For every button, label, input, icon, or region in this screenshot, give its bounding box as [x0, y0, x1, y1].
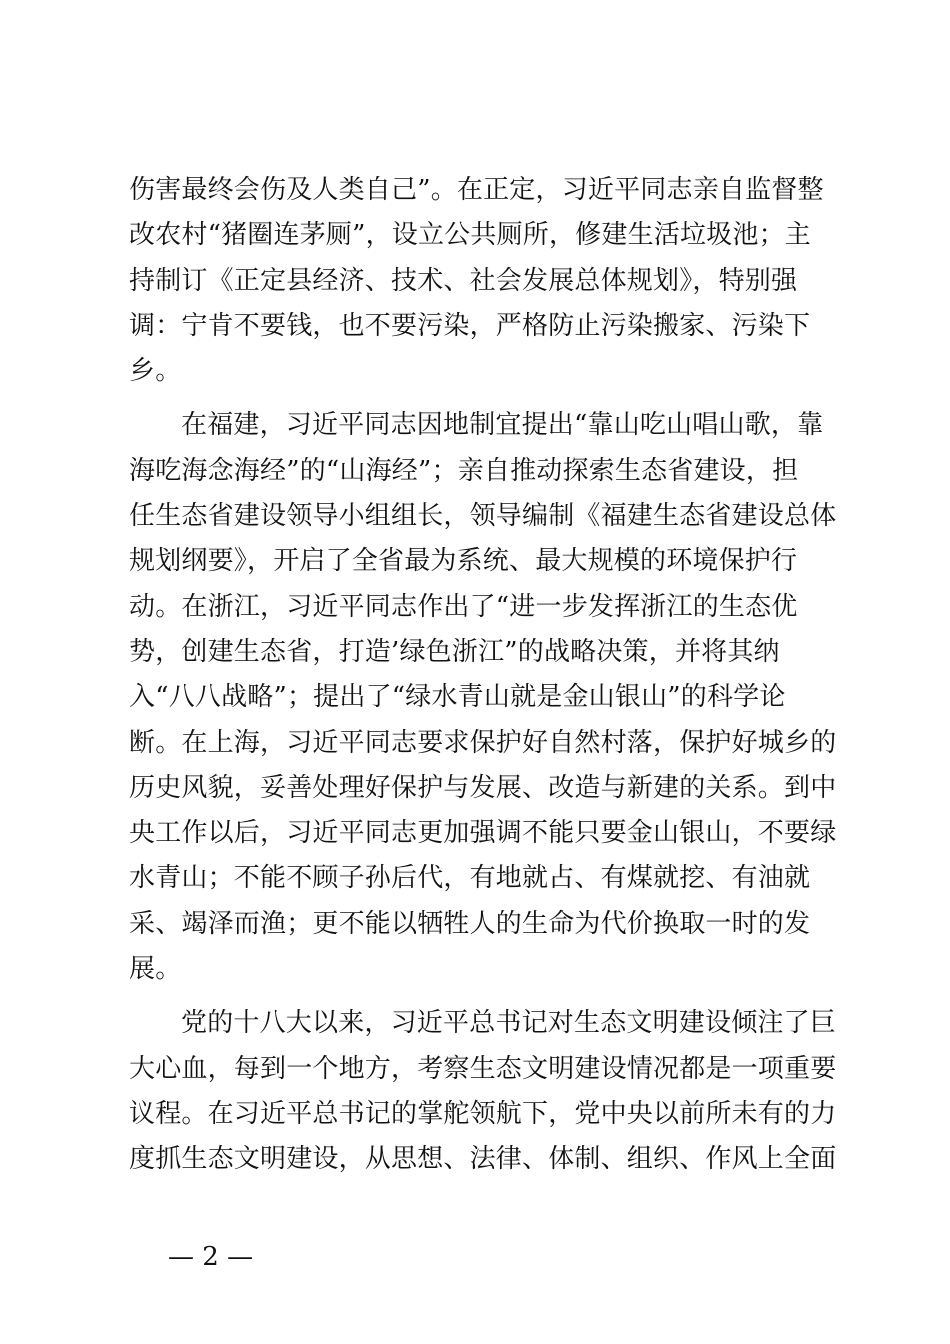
text-line: 度抓生态文明建设，从思想、法律、体制、组织、作风上全面 — [129, 1144, 837, 1175]
text-line: 动。在浙江，习近平同志作出了“进一步发挥浙江的生态优 — [129, 591, 798, 622]
text-line: 央工作以后，习近平同志更加强调不能只要金山银山，不要绿 — [129, 818, 837, 849]
text-line: 议程。在习近平总书记的掌舵领航下，党中央以前所未有的力 — [129, 1098, 837, 1129]
paragraph-gap — [129, 992, 829, 1001]
text-line: 规划纲要》，开启了全省最为系统、最大规模的环境保护行 — [129, 546, 798, 577]
text-line: 采、竭泽而渔；更不能以牺牲人的生命为代价换取一时的发 — [129, 908, 811, 939]
paragraph-1 — [129, 168, 829, 394]
text-line: 大心血，每到一个地方，考察生态文明建设情况都是一项重要 — [129, 1053, 837, 1084]
text-line: 任生态省建设领导小组组长，领导编制《福建生态省建设总体 — [129, 501, 837, 532]
text-line: 调：宁肯不要钱，也不要污染，严格防止污染搬家、污染下 — [129, 310, 811, 341]
text-line: 历史风貌，妥善处理好保护与发展、改造与新建的关系。到中 — [129, 772, 837, 803]
text-line: 改农村“猪圈连茅厕”，设立公共厕所，修建生活垃圾池；主 — [129, 220, 811, 251]
text-line: 乡。 — [129, 356, 182, 387]
paragraph-2 — [129, 403, 837, 992]
text-line: 水青山；不能不顾子孙后代，有地就占、有煤就挖、有油就 — [129, 863, 811, 894]
text-line: 持制订《正定县经济、技术、社会发展总体规划》，特别强 — [129, 265, 798, 296]
page-number: — 2 — — [168, 1242, 254, 1272]
text-line: 伤害最终会伤及人类自己”。在正定，习近平同志亲自监督整 — [129, 175, 824, 205]
text-line: 展。 — [129, 954, 182, 985]
body-text — [129, 168, 837, 1183]
paragraph-gap — [129, 394, 829, 403]
text-line: 断。在上海，习近平同志要求保护好自然村落，保护好城乡的 — [129, 727, 837, 758]
text-line: 入“八八战略”；提出了“绿水青山就是金山银山”的科学论 — [129, 682, 786, 713]
text-line: 势，创建生态省，打造’绿色浙江”的战略决策，并将其纳 — [129, 636, 780, 667]
text-line: 在福建，习近平同志因地制宜提出“靠山吃山唱山歌，靠 — [181, 410, 824, 441]
paragraph-3 — [129, 1001, 837, 1182]
text-line: 党的十八大以来，习近平总书记对生态文明建设倾注了巨 — [181, 1008, 837, 1039]
text-line: 海吃海念海经”的“山海经”；亲自推动探索生态省建设，担 — [129, 455, 799, 486]
